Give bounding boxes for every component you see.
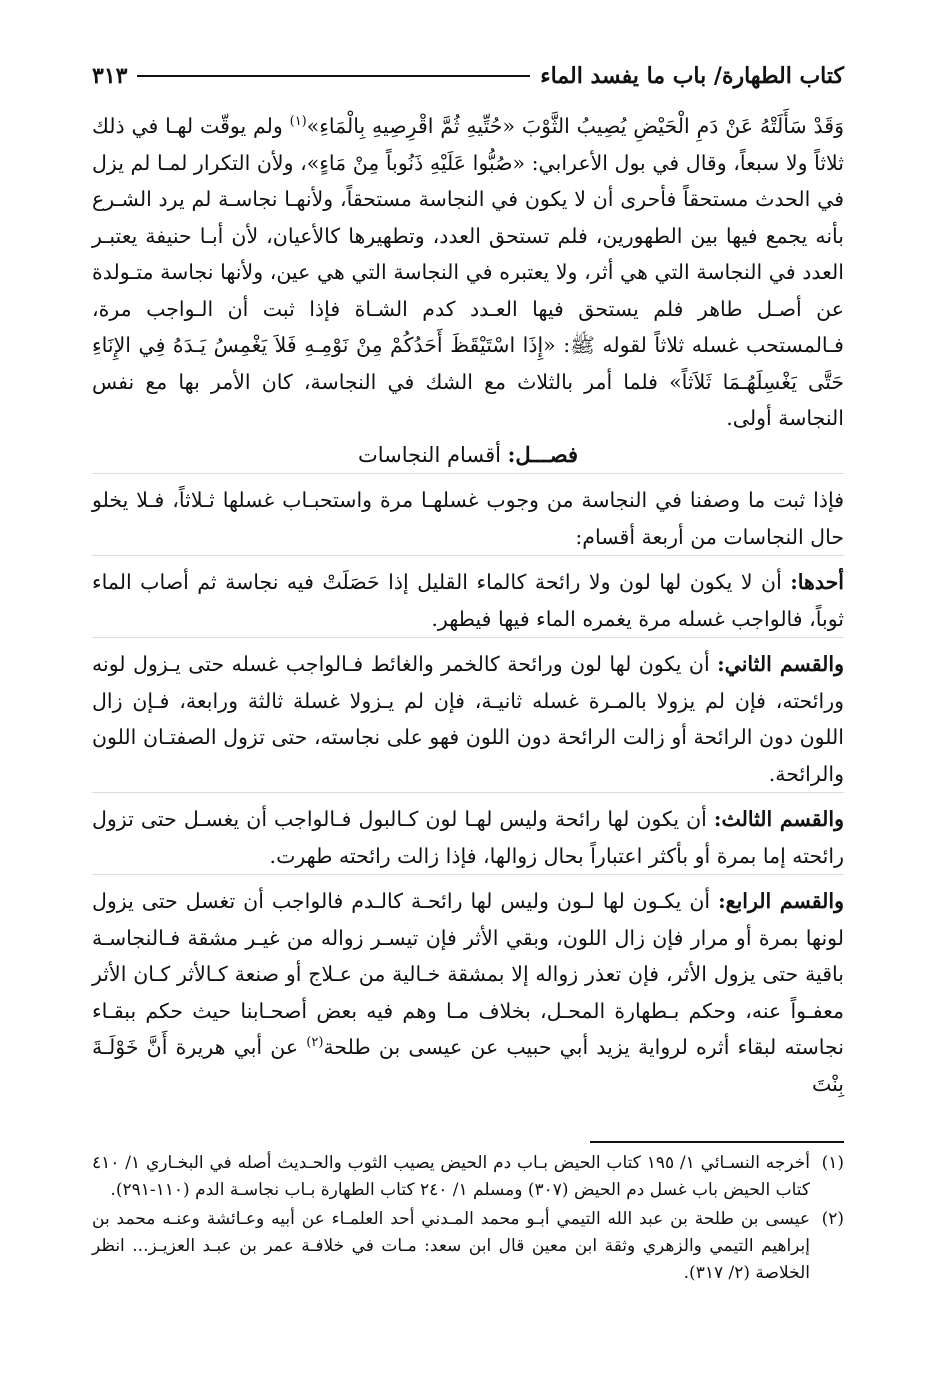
footnote-text: أخرجه النسـائي ١/ ١٩٥ كتاب الحيض بـاب دم الحيض يصيب الثوب والحـديث أصله في البخـاري ١/ ٤١٠ كتاب الحيض باب غسل دم الحيض (٣٠٧) ومسلم ١/ ٢٤٠ كتاب الطهارة بـاب نجاسـة الدم (١١٠-٢٩١). bbox=[92, 1153, 810, 1200]
footnote-ref-1: (١) bbox=[289, 114, 307, 130]
category-text: عن أبي هريرة أَنَّ خَوْلَـةَ بِنْتَ bbox=[92, 1035, 844, 1096]
category-text: أن لا يكون لها لون ولا رائحة كالماء القليل إذا حَصَلَتْ فيه نجاسة ثم أصاب الماء ثوباً، فالواجب غسله مرة يغمره الماء فيها فيطهر. bbox=[92, 570, 844, 631]
main-text bbox=[92, 108, 844, 1102]
category-two bbox=[92, 637, 844, 792]
category-text: أن يكـون لها لـون وليس لها رائحـة كالـدم فالواجب أن تغسل حتى يزول لونها بمرة أو مرار فإن زال اللون، وبقي الأثر فإن تيسـر زواله من غيـر مشقة فـالنجاسـة باقية حتى يزول الأثر، فإن تعذر زواله إلا بمشقة خـالية من عـلاج أو صنعة كـالأثر كـان الأثر معفـواً عنه، وحكم بـطهارة المحـل، بخلاف مـا وهم فيه بعض أصحـابنا حيث حكم ببقـاء نجاسته لبقاء أثره لرواية يزيد أبي حبيب عن عيسى بن طلحة bbox=[92, 889, 844, 1059]
page-number: ٣١٣ bbox=[92, 63, 128, 89]
footnote-number: (٢) bbox=[821, 1209, 844, 1229]
category-one bbox=[92, 555, 844, 637]
section-title: أقسام النجاسات bbox=[357, 442, 508, 467]
footnote-number: (١) bbox=[821, 1153, 844, 1173]
chapter-title: كتاب الطهارة/ باب ما يفسد الماء bbox=[540, 63, 844, 89]
running-header bbox=[92, 58, 844, 94]
paragraph-text: ولم يوقّت لهـا في ذلك ثلاثاً ولا سبعاً، وقال في بول الأعرابي: «صُبُّوا عَلَيْهِ ذَنُوباً مِنْ مَاءٍ»، ولأن التكرار لمـا لم يزل في الحدث مستحقاً فأحرى أن لا يكون في النجاسة مستحقاً، ولأنهـا نجاسـة لم يرد الشـرع بأنه يجمع فيها بين الطهورين، فلم تستحق العدد، وتطهيرها كالأعيان، لأن أبـا حنيفة يعتبـر العدد في النجاسة التي هي أثر، ولا يعتبره في النجاسة التي هي عين، ولأنها نجاسة متـولدة عن أصـل طاهر فلم يستحق فيها العـدد كدم الشـاة فإذا ثبت أن الـواجب مرة، فـالمستحب غسله ثلاثاً لقوله ﷺ: «إِذَا اسْتَيْقَظَ أَحَدُكُمْ مِنْ نَوْمِـهِ فَلاَ يَغْمِسُ يَـدَهُ فِي الإِنَاءِ حَتَّى يَغْسِلَهُـمَا ثَلاَثاً» فلما أمر بالثلاث مع الشك في النجاسة، كان الأمر بها مع نفس النجاسة أولى. bbox=[92, 114, 844, 430]
paragraph-text: وَقَدْ سَأَلَتْهُ عَنْ دَمِ الْحَيْضِ يُصِيبُ الثَّوْبَ «حُتِّيهِ ثُمَّ اقْرِصِيهِ بِالْمَاءِ» bbox=[306, 114, 844, 138]
section-heading bbox=[92, 437, 844, 474]
intro-paragraph: فإذا ثبت ما وصفنا في النجاسة من وجوب غسلهـا مرة واستحبـاب غسلها ثـلاثاً، فـلا يخلو حال النجاسات من أربعة أقسام: bbox=[92, 473, 844, 555]
footnote-separator bbox=[590, 1141, 844, 1143]
category-text: أن يكون لها لون ورائحة كالخمر والغائط فـالواجب غسله حتى يـزول لونه ورائحته، فإن لم يزولا بالمـرة غسله ثانيـة، فإن لم يـزولا غسلة ثالثة ورابعة، فـإن زال اللون دون الرائحة أو زالت الرائحة دون اللون فهو على نجاسته، حتى تزول الصفتـان اللون والرائحة. bbox=[92, 652, 844, 786]
category-four bbox=[92, 874, 844, 1102]
category-lead: والقسم الرابع: bbox=[718, 889, 844, 913]
footnote-ref-2: (٢) bbox=[306, 1035, 324, 1051]
section-label: فصـــل: bbox=[507, 441, 579, 467]
opening-paragraph bbox=[92, 108, 844, 437]
category-lead: أحدها: bbox=[790, 570, 844, 594]
category-lead: والقسم الثالث: bbox=[713, 807, 844, 831]
category-lead: والقسم الثاني: bbox=[717, 652, 844, 676]
header-rule bbox=[137, 75, 530, 77]
footnote-1 bbox=[92, 1150, 844, 1204]
footnote-text: عيسى بن طلحة بن عبد الله التيمي أبـو محمد المـدني أحد العلمـاء عن أبيه وعـائشة وعنـه محمد بن إبراهيم التيمي والزهري وثقة ابن معين قال ابن سعد: مـات في خلافـة عمر بن عبـد العزيـز... انظر الخلاصة (٢/ ٣١٧). bbox=[92, 1209, 810, 1283]
category-text: أن يكون لها رائحة وليس لهـا لون كـالبول فـالواجب أن يغسـل حتى تزول رائحته إما بمرة أو بأكثر اعتباراً بحال زوالها، فإذا زالت رائحته طهرت. bbox=[92, 807, 844, 868]
category-three bbox=[92, 792, 844, 874]
footnotes bbox=[92, 1150, 844, 1289]
footnote-2 bbox=[92, 1206, 844, 1287]
